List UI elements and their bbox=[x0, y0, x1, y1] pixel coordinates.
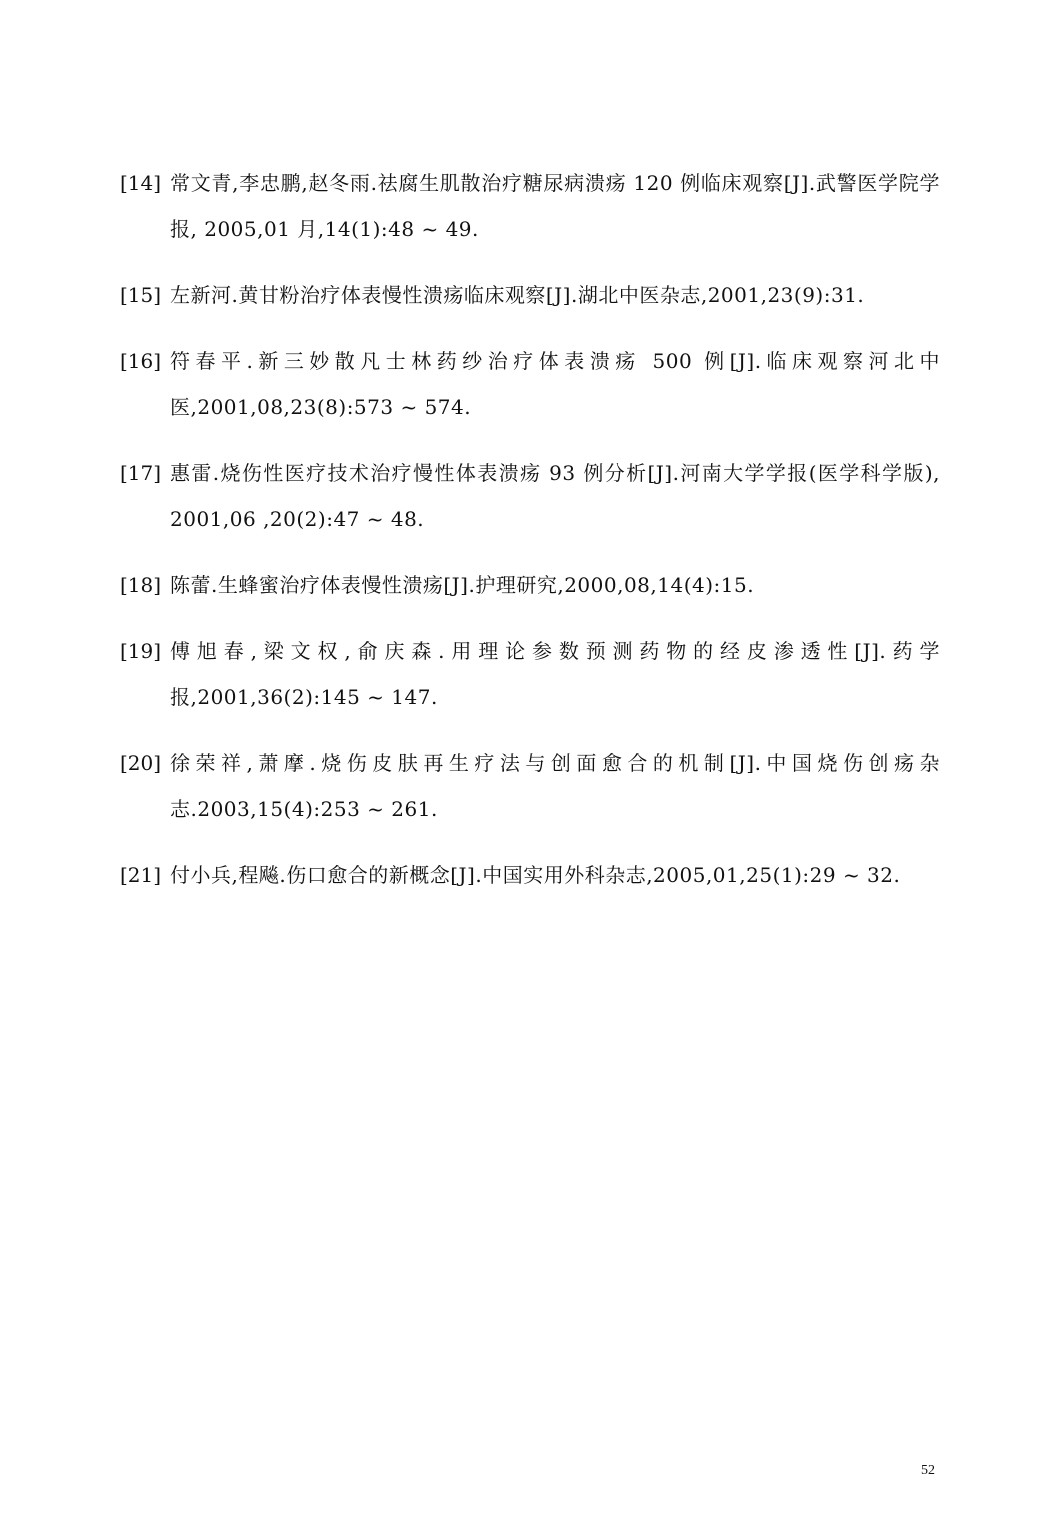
reference-text: 傅旭春,梁文权,俞庆森.用理论参数预测药物的经皮渗透性[J].药学报,2001,36(2):145 ~ 147. bbox=[170, 639, 940, 709]
reference-number: [14] bbox=[120, 171, 162, 195]
reference-item bbox=[120, 562, 940, 608]
reference-list bbox=[120, 160, 940, 918]
reference-item bbox=[120, 740, 940, 832]
page-number: 52 bbox=[921, 1463, 935, 1478]
reference-text: 左新河.黄甘粉治疗体表慢性溃疡临床观察[J].湖北中医杂志,2001,23(9):31. bbox=[170, 283, 865, 307]
reference-text: 符春平.新三妙散凡士林药纱治疗体表溃疡 500 例[J].临床观察河北中医,2001,08,23(8):573 ~ 574. bbox=[170, 349, 940, 419]
reference-item bbox=[120, 628, 940, 720]
reference-number: [20] bbox=[120, 751, 162, 775]
reference-number: [18] bbox=[120, 573, 162, 597]
reference-text: 常文青,李忠鹏,赵冬雨.祛腐生肌散治疗糖尿病溃疡 120 例临床观察[J].武警医学院学报, 2005,01 月,14(1):48 ~ 49. bbox=[170, 171, 940, 241]
reference-number: [21] bbox=[120, 863, 162, 887]
reference-text: 徐荣祥,萧摩.烧伤皮肤再生疗法与创面愈合的机制[J].中国烧伤创疡杂志.2003,15(4):253 ~ 261. bbox=[170, 751, 940, 821]
reference-item bbox=[120, 160, 940, 252]
reference-item bbox=[120, 852, 940, 898]
reference-item bbox=[120, 450, 940, 542]
reference-number: [19] bbox=[120, 639, 162, 663]
reference-item bbox=[120, 338, 940, 430]
reference-text: 付小兵,程飚.伤口愈合的新概念[J].中国实用外科杂志,2005,01,25(1):29 ~ 32. bbox=[170, 863, 901, 887]
reference-number: [17] bbox=[120, 461, 162, 485]
reference-number: [15] bbox=[120, 283, 162, 307]
reference-number: [16] bbox=[120, 349, 162, 373]
reference-text: 陈蕾.生蜂蜜治疗体表慢性溃疡[J].护理研究,2000,08,14(4):15. bbox=[170, 573, 755, 597]
reference-item bbox=[120, 272, 940, 318]
reference-text: 惠雷.烧伤性医疗技术治疗慢性体表溃疡 93 例分析[J].河南大学学报(医学科学版), 2001,06 ,20(2):47 ~ 48. bbox=[170, 461, 940, 531]
